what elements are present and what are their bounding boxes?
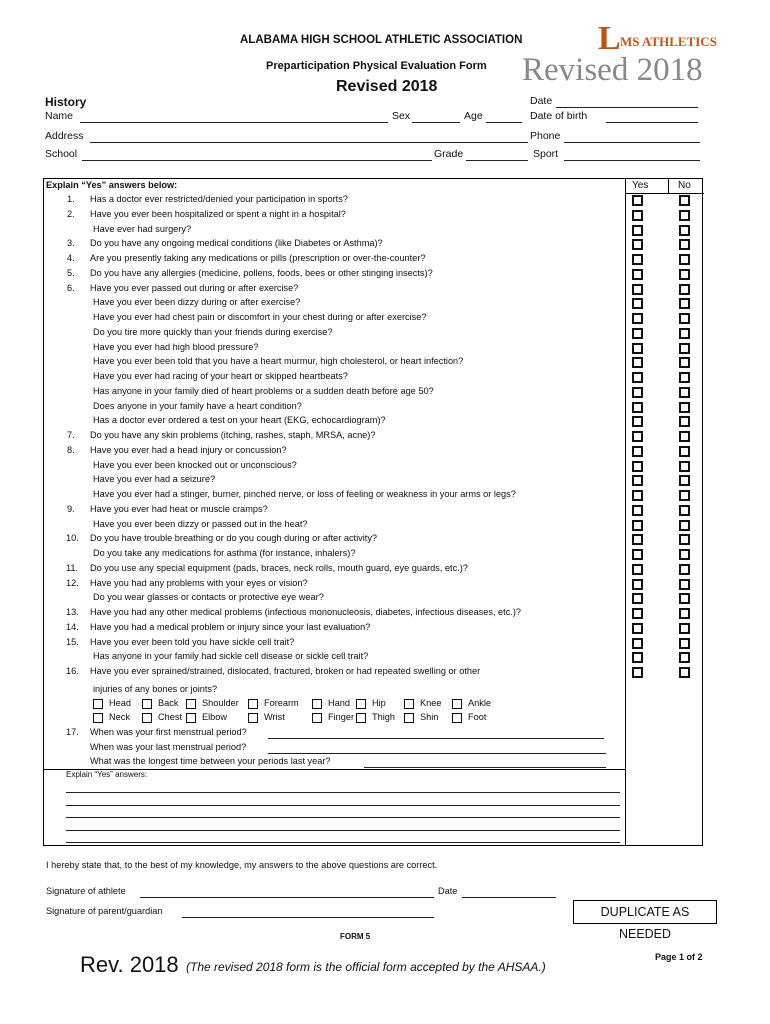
yes-checkbox[interactable]	[632, 461, 643, 472]
question-text: Has anyone in your family had sickle cell disease or sickle cell trait?	[93, 651, 369, 662]
sport-label: Sport	[533, 148, 559, 160]
revision-note: (The revised 2018 form is the official form accepted by the AHSAA.)	[186, 960, 546, 974]
duplicate-as-needed-box: DUPLICATE AS NEEDED	[573, 900, 717, 924]
no-checkbox[interactable]	[679, 461, 690, 472]
date-signature-label: Date	[438, 886, 458, 896]
question-number: 16.	[66, 666, 79, 676]
no-checkbox[interactable]	[679, 593, 690, 604]
no-checkbox[interactable]	[679, 284, 690, 295]
yes-checkbox[interactable]	[632, 623, 643, 634]
no-checkbox[interactable]	[679, 667, 690, 678]
q17-answer-field[interactable]	[268, 738, 604, 739]
q17-question: When was your first menstrual period?	[90, 727, 247, 737]
question-text: Have ever had surgery?	[93, 223, 192, 234]
body-part-label: Chest	[158, 712, 183, 722]
yes-checkbox[interactable]	[632, 402, 643, 413]
no-checkbox[interactable]	[679, 638, 690, 649]
question-text: Have you ever had racing of your heart or skipped heartbeats?	[93, 371, 348, 381]
body-part-checkbox-head[interactable]	[93, 699, 103, 709]
yes-checkbox[interactable]	[632, 239, 643, 250]
question-text: Have you ever had high blood pressure?	[93, 341, 259, 352]
question-text: Do you take any medications for asthma (for instance, inhalers)?	[93, 548, 356, 558]
grade-label: Grade	[434, 148, 464, 160]
no-checkbox[interactable]	[679, 402, 690, 413]
yes-checkbox[interactable]	[632, 534, 643, 545]
question-text: Does anyone in your family have a heart condition?	[93, 400, 302, 411]
explain-yes-label: Explain “Yes” answers:	[66, 770, 148, 779]
no-checkbox[interactable]	[679, 416, 690, 427]
question-text: Have you ever been hospitalized or spent a night in a hospital?	[90, 208, 346, 219]
question-number: 7.	[67, 430, 75, 440]
explain-yes-line[interactable]	[66, 805, 620, 806]
q17-question: When was your last menstrual period?	[90, 741, 247, 752]
yes-checkbox[interactable]	[632, 269, 643, 280]
question-number: 11.	[66, 562, 79, 573]
yes-checkbox[interactable]	[632, 254, 643, 265]
body-part-label: Thigh	[372, 712, 395, 722]
question-text: Have you had any problems with your eyes or vision?	[90, 577, 308, 588]
no-checkbox[interactable]	[679, 298, 690, 309]
yes-checkbox[interactable]	[632, 549, 643, 560]
lms-athletics-logo	[598, 20, 718, 57]
body-part-label: Ankle	[468, 698, 491, 708]
no-checkbox[interactable]	[679, 579, 690, 590]
name-field[interactable]	[80, 122, 388, 123]
question-text: Have you ever sprained/strained, dislocated, fractured, broken or had repeated swelling or other	[90, 666, 481, 676]
question-text: Do you wear glasses or contacts or protective eye wear?	[93, 592, 324, 603]
body-part-label: Elbow	[202, 712, 228, 722]
yes-column-header: Yes	[632, 180, 649, 191]
date-label: Date	[530, 95, 553, 107]
explain-yes-line[interactable]	[66, 817, 620, 818]
phone-label: Phone	[530, 130, 561, 142]
body-part-checkbox-neck[interactable]	[93, 713, 103, 723]
body-part-checkbox-foot[interactable]	[452, 713, 462, 723]
sport-field[interactable]	[564, 160, 700, 161]
q17-answer-field[interactable]	[364, 767, 606, 768]
q17-question: What was the longest time between your periods last year?	[90, 756, 331, 766]
explain-yes-line[interactable]	[66, 842, 620, 843]
body-part-label: Knee	[420, 698, 442, 708]
question-number: 12.	[66, 577, 79, 588]
yes-checkbox[interactable]	[632, 298, 643, 309]
question-text: Have you ever been told that you have a heart murmur, high cholesterol, or heart infection?	[93, 356, 464, 367]
body-part-label: Forearm	[264, 698, 299, 708]
yes-checkbox[interactable]	[632, 490, 643, 501]
organization-title: ALABAMA HIGH SCHOOL ATHLETIC ASSOCIATION	[240, 34, 523, 46]
question-text: Do you have any ongoing medical conditions (like Diabetes or Asthma)?	[90, 238, 383, 249]
yes-no-header-underline	[625, 193, 704, 194]
no-checkbox[interactable]	[679, 239, 690, 250]
question-text: Have you ever been told you have sickle cell trait?	[90, 636, 295, 647]
yes-checkbox[interactable]	[632, 608, 643, 619]
athlete-signature-field[interactable]	[140, 897, 434, 898]
revision-label: Rev. 2018	[80, 952, 179, 977]
question-number: 1.	[67, 194, 75, 204]
yes-checkbox[interactable]	[632, 372, 643, 383]
body-part-checkbox-forearm[interactable]	[248, 699, 258, 709]
body-part-label: Head	[109, 698, 131, 708]
no-column-header: No	[678, 180, 691, 191]
question-number: 6.	[67, 282, 75, 293]
attestation-statement: I hereby state that, to the best of my knowledge, my answers to the above questions are correct.	[46, 860, 438, 870]
question-number: 5.	[67, 267, 75, 278]
form-subtitle: Preparticipation Physical Evaluation Form	[266, 60, 487, 72]
sex-label: Sex	[392, 110, 411, 122]
question-text: Have you ever had a head injury or concussion?	[90, 444, 287, 455]
question-number: 2.	[67, 208, 75, 219]
no-checkbox[interactable]	[679, 357, 690, 368]
yes-checkbox[interactable]	[632, 505, 643, 516]
yes-checkbox[interactable]	[632, 564, 643, 575]
question-number: 9.	[67, 503, 75, 514]
body-part-checkbox-wrist[interactable]	[248, 713, 258, 723]
dob-field[interactable]	[606, 122, 698, 123]
yes-checkbox[interactable]	[632, 416, 643, 427]
yes-checkbox[interactable]	[632, 475, 643, 486]
question-text: Do you have any allergies (medicine, pollens, foods, bees or other stinging insects)?	[90, 267, 433, 278]
yes-checkbox[interactable]	[632, 446, 643, 457]
athlete-signature-label: Signature of athlete	[46, 886, 126, 896]
yes-checkbox[interactable]	[632, 387, 643, 398]
question-text: Have you ever passed out during or after exercise?	[90, 282, 299, 293]
yes-checkbox[interactable]	[632, 431, 643, 442]
yes-checkbox[interactable]	[632, 328, 643, 339]
question-text: Have you ever had heat or muscle cramps?	[90, 503, 268, 514]
body-part-checkbox-thigh[interactable]	[356, 713, 366, 723]
q16-continuation: injuries of any bones or joints?	[93, 684, 218, 694]
no-checkbox[interactable]	[679, 520, 690, 531]
question-text: Do you have trouble breathing or do you cough during or after activity?	[90, 533, 378, 544]
question-text: Do you tire more quickly than your friends during exercise?	[93, 326, 333, 337]
yes-checkbox[interactable]	[632, 313, 643, 324]
yes-checkbox[interactable]	[632, 210, 643, 221]
question-number: 15.	[66, 636, 79, 647]
yes-checkbox[interactable]	[632, 343, 643, 354]
question-text: Are you presently taking any medications or pills (prescription or over-the-counter?	[90, 253, 426, 263]
yes-checkbox[interactable]	[632, 579, 643, 590]
parent-signature-label: Signature of parent/guardian	[46, 906, 163, 916]
date-field[interactable]	[556, 107, 698, 108]
revised-watermark: Revised 2018	[522, 52, 703, 88]
sex-field[interactable]	[412, 122, 460, 123]
body-part-label: Back	[158, 698, 179, 708]
no-checkbox[interactable]	[679, 195, 690, 206]
question-text: Have you had a medical problem or injury since your last evaluation?	[90, 621, 371, 632]
body-part-label: Hand	[328, 698, 350, 708]
question-number: 8.	[67, 444, 75, 455]
question-text: Have you ever been dizzy or passed out in the heat?	[93, 518, 308, 529]
question-text: Have you ever been dizzy during or after exercise?	[93, 297, 301, 308]
yes-checkbox[interactable]	[632, 225, 643, 236]
body-part-label: Shin	[420, 712, 439, 722]
question-text: Has a doctor ever restricted/denied your participation in sports?	[90, 194, 348, 204]
no-checkbox[interactable]	[679, 269, 690, 280]
form-number: FORM 5	[340, 932, 371, 941]
q17-answer-field[interactable]	[268, 753, 606, 754]
body-part-checkbox-elbow[interactable]	[186, 713, 196, 723]
body-part-checkbox-knee[interactable]	[404, 699, 414, 709]
no-checkbox[interactable]	[679, 608, 690, 619]
yes-checkbox[interactable]	[632, 638, 643, 649]
logo-letter: L	[598, 20, 621, 57]
question-number: 3.	[67, 238, 75, 249]
body-part-checkbox-hip[interactable]	[356, 699, 366, 709]
question-number: 10.	[66, 533, 79, 544]
question-text: Has a doctor ever ordered a test on your heart (EKG, echocardiogram)?	[93, 415, 386, 426]
school-label: School	[45, 148, 78, 160]
explain-yes-line[interactable]	[66, 830, 620, 831]
revised-label: Revised 2018	[336, 78, 438, 95]
question-number: 14.	[66, 621, 79, 632]
question-number: 13.	[66, 607, 79, 617]
name-label: Name	[45, 110, 74, 122]
age-field[interactable]	[486, 122, 522, 123]
dob-label: Date of birth	[530, 110, 588, 122]
no-checkbox[interactable]	[679, 549, 690, 560]
question-number: 4.	[67, 253, 75, 263]
date-signature-field[interactable]	[462, 897, 556, 898]
no-checkbox[interactable]	[679, 210, 690, 221]
body-part-checkbox-shoulder[interactable]	[186, 699, 196, 709]
no-checkbox[interactable]	[679, 431, 690, 442]
question-text: Has anyone in your family died of heart problems or a sudden death before age 50?	[93, 385, 434, 396]
body-part-label: Hip	[372, 698, 386, 708]
question-text: Have you had any other medical problems (infectious mononucleosis, diabetes, infectious diseases, etc.)?	[90, 607, 522, 617]
yes-no-column-divider	[625, 179, 626, 845]
yes-checkbox[interactable]	[632, 195, 643, 206]
yes-checkbox[interactable]	[632, 667, 643, 678]
no-checkbox[interactable]	[679, 623, 690, 634]
explain-yes-line[interactable]	[66, 792, 620, 793]
no-checkbox[interactable]	[679, 564, 690, 575]
question-text: Have you ever been knocked out or unconscious?	[93, 459, 297, 470]
no-checkbox[interactable]	[679, 387, 690, 398]
explain-header: Explain “Yes” answers below:	[46, 180, 178, 190]
no-checkbox[interactable]	[679, 652, 690, 663]
body-part-label: Shoulder	[202, 698, 239, 708]
q17-number: 17.	[66, 727, 79, 737]
page-number: Page 1 of 2	[655, 952, 703, 962]
body-part-checkbox-chest[interactable]	[142, 713, 152, 723]
body-part-label: Wrist	[264, 712, 285, 722]
yes-no-header-divider	[668, 179, 669, 193]
no-checkbox[interactable]	[679, 534, 690, 545]
question-text: Do you have any skin problems (itching, rashes, staph, MRSA, acne)?	[90, 430, 376, 440]
parent-signature-field[interactable]	[182, 917, 434, 918]
logo-text: MS ATHLETICS	[620, 34, 717, 49]
age-label: Age	[464, 110, 483, 122]
body-part-checkbox-shin[interactable]	[404, 713, 414, 723]
body-part-checkbox-back[interactable]	[142, 699, 152, 709]
question-text: Have you ever had a stinger, burner, pinched nerve, or loss of feeling or weakness in your arms or legs?	[93, 489, 516, 499]
yes-checkbox[interactable]	[632, 520, 643, 531]
no-checkbox[interactable]	[679, 328, 690, 339]
no-checkbox[interactable]	[679, 490, 690, 501]
phone-field[interactable]	[564, 142, 700, 143]
body-part-label: Neck	[109, 712, 130, 722]
address-label: Address	[45, 130, 84, 142]
no-checkbox[interactable]	[679, 343, 690, 354]
no-checkbox[interactable]	[679, 446, 690, 457]
question-text: Do you use any special equipment (pads, braces, neck rolls, mouth guard, eye guards, etc.)?	[90, 562, 468, 573]
body-part-label: Finger	[328, 712, 355, 722]
yes-checkbox[interactable]	[632, 652, 643, 663]
school-field[interactable]	[82, 160, 432, 161]
no-checkbox[interactable]	[679, 313, 690, 324]
yes-checkbox[interactable]	[632, 357, 643, 368]
question-text: Have you ever had a seizure?	[93, 474, 216, 485]
no-checkbox[interactable]	[679, 254, 690, 265]
address-field[interactable]	[90, 142, 528, 143]
question-text: Have you ever had chest pain or discomfort in your chest during or after exercise?	[93, 312, 427, 322]
no-checkbox[interactable]	[679, 372, 690, 383]
no-checkbox[interactable]	[679, 475, 690, 486]
body-part-label: Foot	[468, 712, 487, 722]
body-part-checkbox-finger[interactable]	[312, 713, 322, 723]
no-checkbox[interactable]	[679, 505, 690, 516]
body-part-checkbox-hand[interactable]	[312, 699, 322, 709]
body-part-checkbox-ankle[interactable]	[452, 699, 462, 709]
yes-checkbox[interactable]	[632, 284, 643, 295]
grade-field[interactable]	[466, 160, 528, 161]
no-checkbox[interactable]	[679, 225, 690, 236]
section-title-history: History	[45, 95, 87, 109]
yes-checkbox[interactable]	[632, 593, 643, 604]
